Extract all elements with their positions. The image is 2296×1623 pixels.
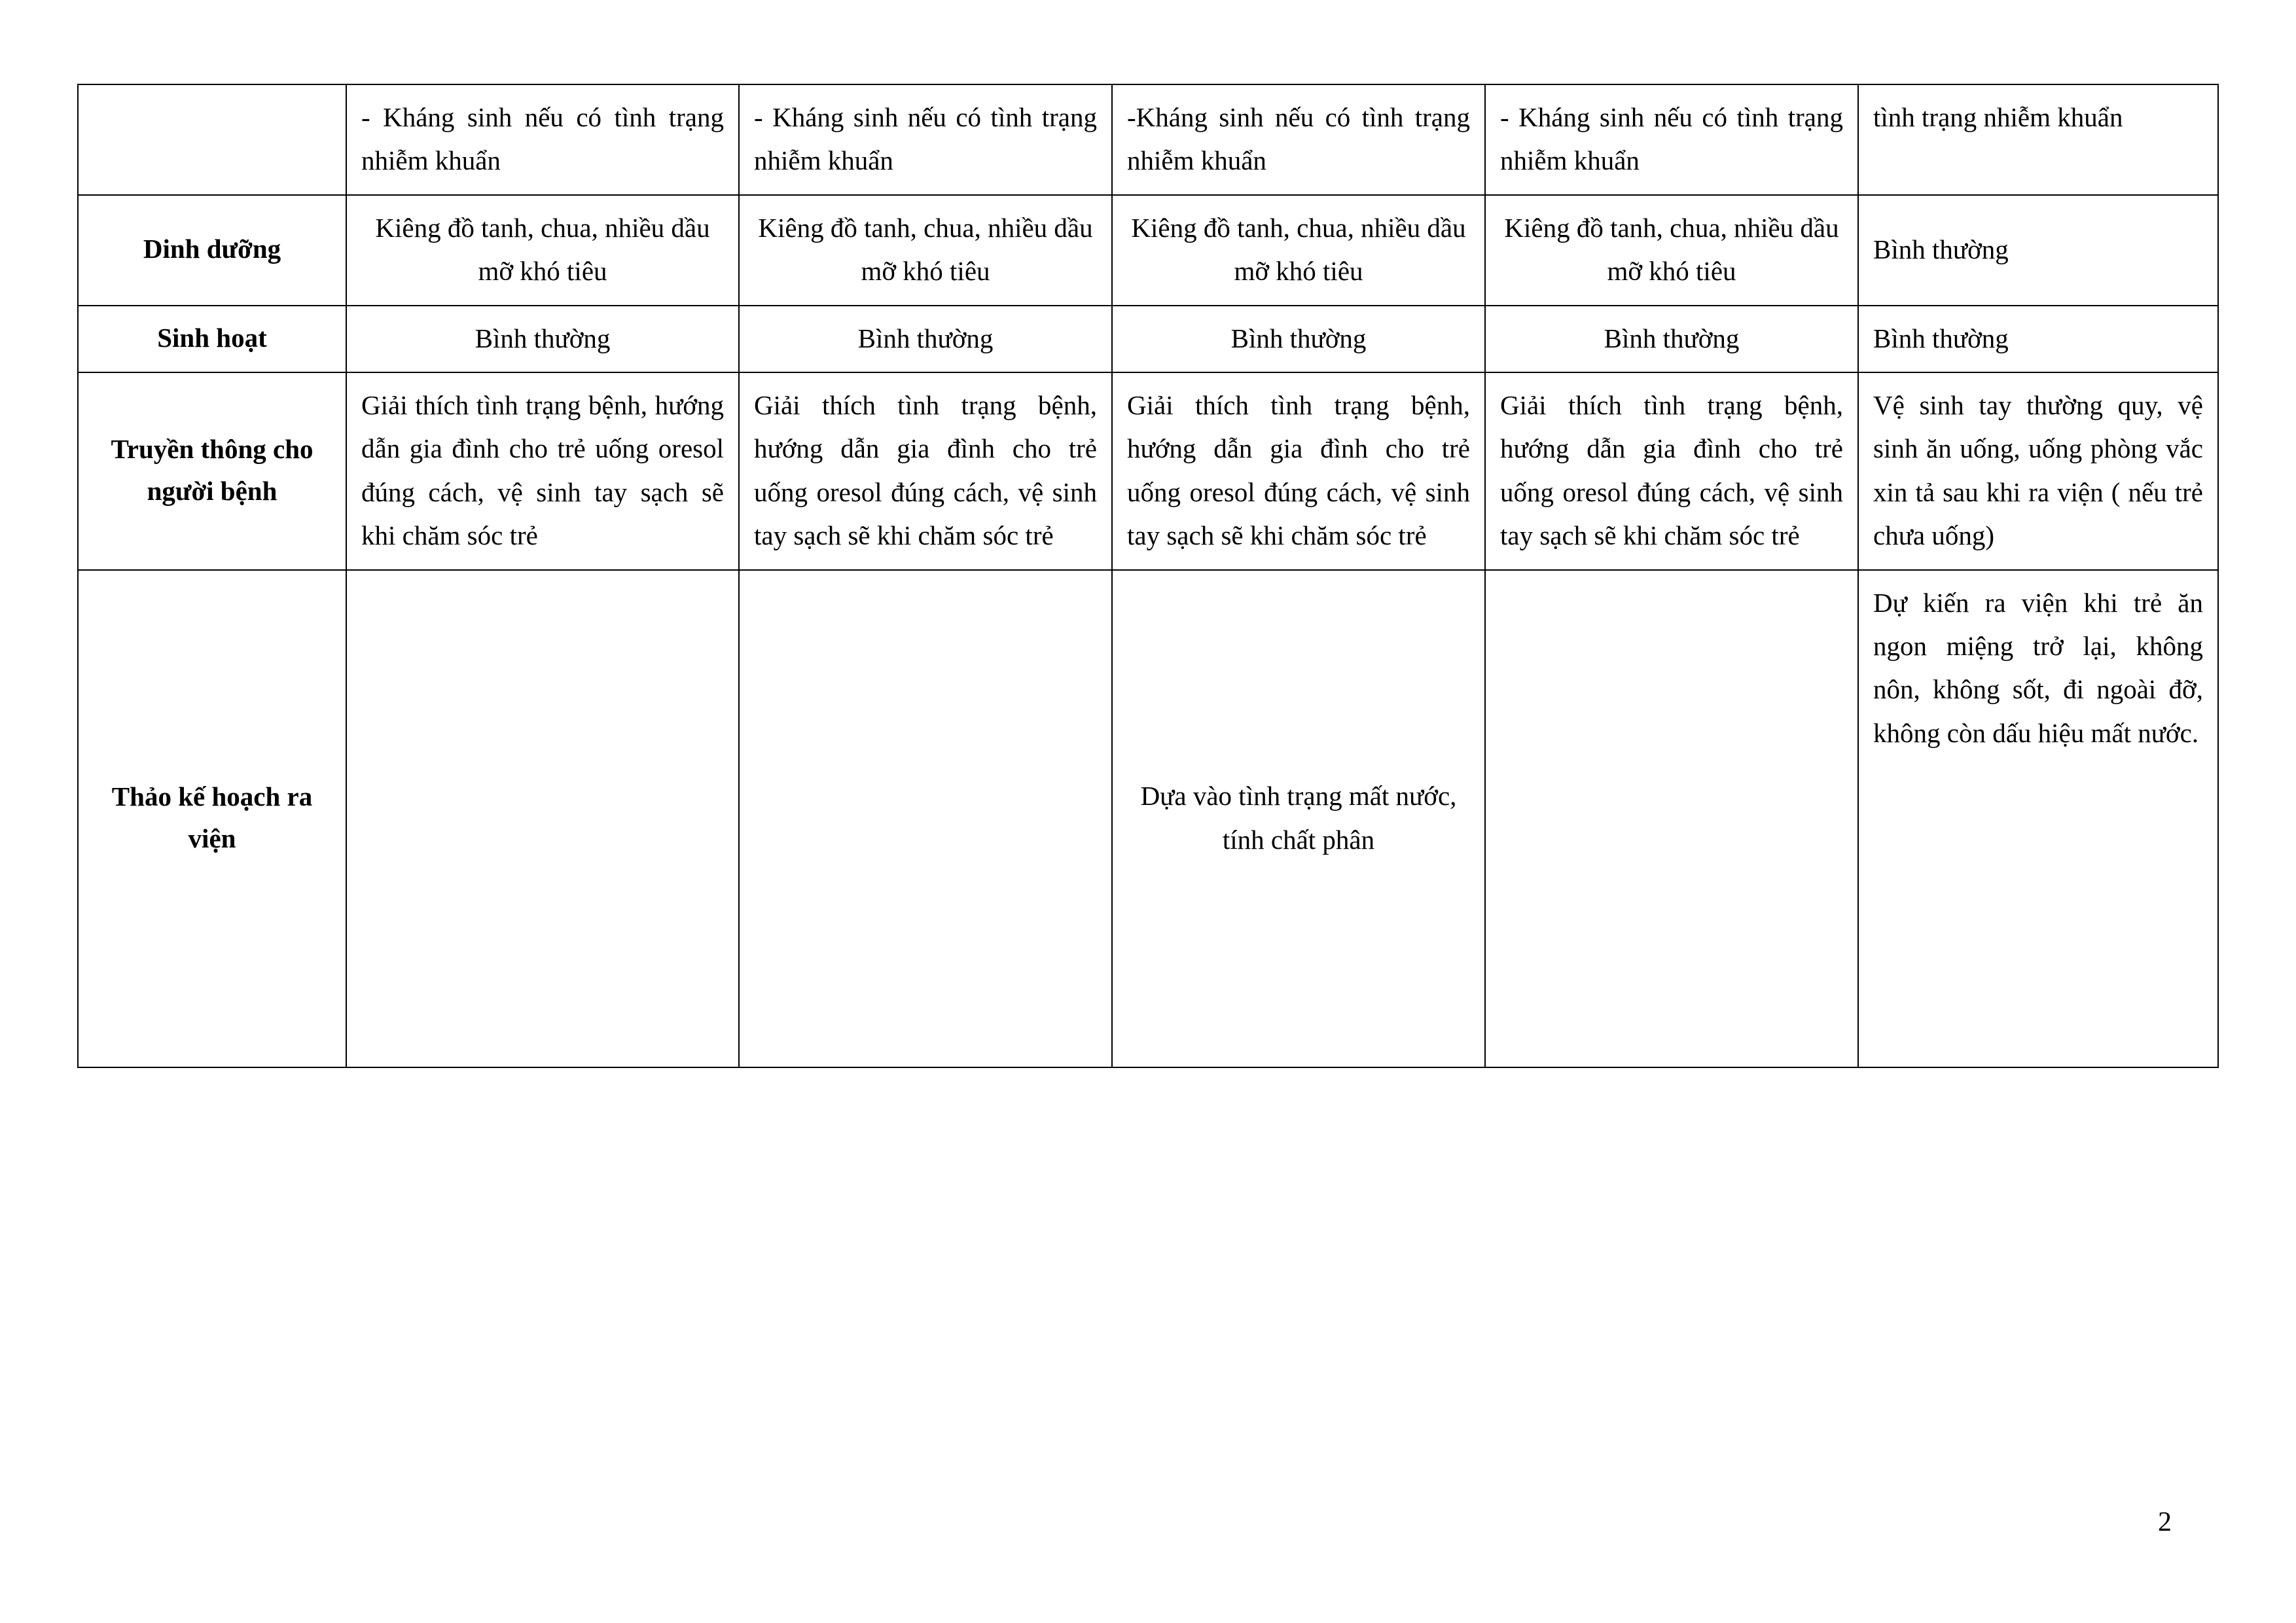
cell-text: - Kháng sinh nếu có tình trạng nhiễm khuẩn <box>361 102 724 176</box>
table-cell <box>1858 195 2218 306</box>
cell-text: Dựa vào tình trạng mất nước, tính chất phân <box>1140 781 1457 855</box>
cell-text: Kiêng đồ tanh, chua, nhiều dầu mỡ khó tiêu <box>758 212 1093 287</box>
table-cell <box>1485 570 1858 1067</box>
cell-text: Bình thường <box>475 323 611 353</box>
table-row <box>78 570 2218 1067</box>
cell-text: -Kháng sinh nếu có tình trạng nhiễm khuẩn <box>1127 102 1470 176</box>
table-cell <box>346 372 739 570</box>
table-cell <box>346 306 739 372</box>
table-cell <box>346 195 739 306</box>
table-row <box>78 306 2218 372</box>
cell-text: Bình thường <box>857 323 994 353</box>
table-cell <box>739 372 1112 570</box>
table-cell <box>346 570 739 1067</box>
care-plan-table <box>77 84 2219 1068</box>
table-cell <box>739 84 1112 195</box>
table-cell <box>1858 306 2218 372</box>
cell-text: Kiêng đồ tanh, chua, nhiều dầu mỡ khó tiêu <box>1131 212 1466 287</box>
table-cell <box>739 195 1112 306</box>
cell-text: Bình thường <box>1873 234 2009 265</box>
table-cell <box>1858 84 2218 195</box>
cell-text: Bình thường <box>1604 323 1740 353</box>
table-cell <box>1485 84 1858 195</box>
table-row <box>78 372 2218 570</box>
table-cell <box>1858 570 2218 1067</box>
cell-text: Kiêng đồ tanh, chua, nhiều dầu mỡ khó tiêu <box>375 212 710 287</box>
cell-text: Giải thích tình trạng bệnh, hướng dẫn gia đình cho trẻ uống oresol đúng cách, vệ sinh tay sạch sẽ khi chăm sóc trẻ <box>1127 390 1470 551</box>
page-number: 2 <box>2158 1507 2172 1537</box>
cell-text: Bình thường <box>1873 323 2009 353</box>
table-row <box>78 195 2218 306</box>
table-cell <box>1112 306 1485 372</box>
table-cell <box>1858 372 2218 570</box>
table-cell <box>739 306 1112 372</box>
table-cell <box>1112 195 1485 306</box>
table-row <box>78 84 2218 195</box>
cell-text: Dự kiến ra viện khi trẻ ăn ngon miệng trở lại, không nôn, không sốt, đi ngoài đỡ, không còn dấu hiệu mất nước. <box>1873 587 2203 748</box>
cell-text: - Kháng sinh nếu có tình trạng nhiễm khuẩn <box>754 102 1097 176</box>
table-cell <box>1112 570 1485 1067</box>
cell-text: Bình thường <box>1230 323 1367 353</box>
cell-text: Kiêng đồ tanh, chua, nhiều dầu mỡ khó tiêu <box>1504 212 1839 287</box>
table-cell <box>1485 195 1858 306</box>
cell-text: Vệ sinh tay thường quy, vệ sinh ăn uống, uống phòng vắc xin tả sau khi ra viện ( nếu trẻ chưa uống) <box>1873 390 2203 551</box>
cell-text: Giải thích tình trạng bệnh, hướng dẫn gia đình cho trẻ uống oresol đúng cách, vệ sinh tay sạch sẽ khi chăm sóc trẻ <box>1500 390 1843 551</box>
row-label: Thảo kế hoạch ra viện <box>78 570 346 1067</box>
row-label <box>78 84 346 195</box>
table-cell <box>346 84 739 195</box>
row-label: Truyền thông cho người bệnh <box>78 372 346 570</box>
row-label: Sinh hoạt <box>78 306 346 372</box>
cell-text: Giải thích tình trạng bệnh, hướng dẫn gia đình cho trẻ uống oresol đúng cách, vệ sinh tay sạch sẽ khi chăm sóc trẻ <box>361 390 724 551</box>
table-cell <box>1485 372 1858 570</box>
table-cell <box>1485 306 1858 372</box>
table-cell <box>1112 372 1485 570</box>
cell-text: - Kháng sinh nếu có tình trạng nhiễm khuẩn <box>1500 102 1843 176</box>
row-label: Dinh dưỡng <box>78 195 346 306</box>
cell-text: tình trạng nhiễm khuẩn <box>1873 102 2123 132</box>
table-cell <box>1112 84 1485 195</box>
cell-text: Giải thích tình trạng bệnh, hướng dẫn gia đình cho trẻ uống oresol đúng cách, vệ sinh tay sạch sẽ khi chăm sóc trẻ <box>754 390 1097 551</box>
table-cell <box>739 570 1112 1067</box>
